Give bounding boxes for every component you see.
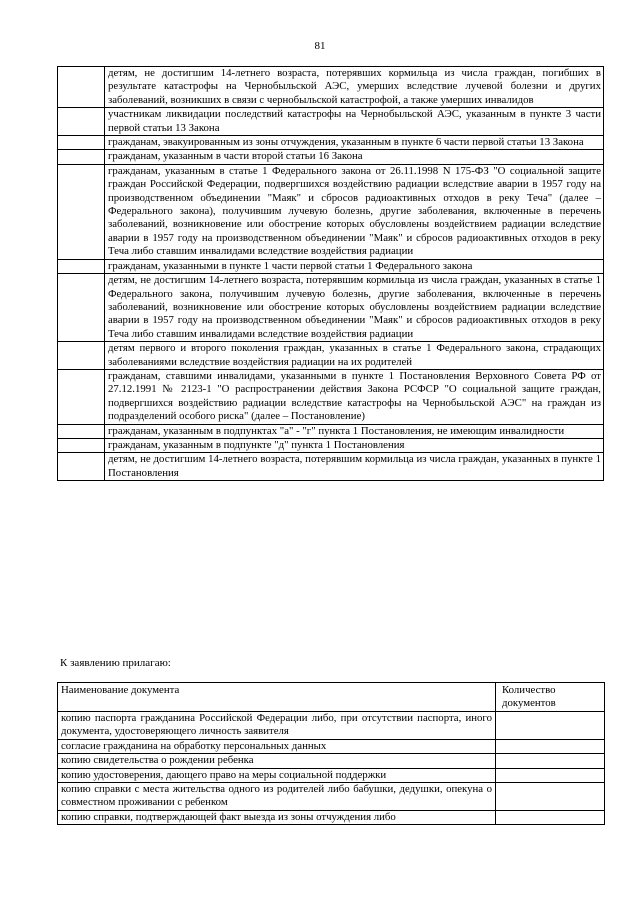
category-checkbox-cell[interactable]	[58, 67, 105, 108]
document-count-cell[interactable]	[496, 783, 605, 811]
category-checkbox-cell[interactable]	[58, 342, 105, 370]
category-row	[58, 453, 604, 481]
category-text: гражданам, эвакуированным из зоны отчуждения, указанным в пункте 6 части первой статьи 13 Закона	[105, 136, 604, 150]
document-count-cell[interactable]	[496, 768, 605, 782]
attachments-intro: К заявлению прилагаю:	[60, 657, 171, 669]
documents-header-row	[58, 683, 605, 712]
document-row	[58, 739, 605, 753]
category-row	[58, 164, 604, 259]
category-row	[58, 136, 604, 150]
category-checkbox-cell[interactable]	[58, 424, 105, 438]
category-row	[58, 259, 604, 273]
category-text: гражданам, указанным в подпункте "д" пункта 1 Постановления	[105, 438, 604, 452]
category-row	[58, 67, 604, 108]
category-row	[58, 342, 604, 370]
header-document-name: Наименование документа	[58, 683, 496, 712]
document-name: копию справки с места жительства одного из родителей либо бабушки, дедушки, опекуна о совместном проживании с ребенком	[58, 783, 496, 811]
document-count-cell[interactable]	[496, 810, 605, 824]
document-count-cell[interactable]	[496, 739, 605, 753]
category-text: детям, не достигшим 14-летнего возраста, потерявшим кормильца из числа граждан, указанных в статье 1 Федерального закона, получившим лучевую болезнь, другие заболевания, включенные в перечень заболеваний, возникновение или обострение которых обусловлены воздействием радиации вследствие аварии в 1957 году на производственном объединении "Маяк" и сбросов радиоактивных отходов в реку Теча либо ставшим инвалидами вследствие воздействия радиации	[105, 274, 604, 342]
document-row	[58, 712, 605, 740]
documents-table	[57, 682, 605, 825]
category-checkbox-cell[interactable]	[58, 164, 105, 259]
category-text: гражданам, ставшими инвалидами, указанными в пункте 1 Постановления Верховного Совета РФ от 27.12.1991 № 2123-1 "О распространении действия Закона РСФСР "О социальной защите граждан, подвергшихся воздействию радиации вследствие катастрофы на Чернобыльской АЭС" на граждан из подразделений особого риска" (далее – Постановление)	[105, 369, 604, 424]
document-name: копию справки, подтверждающей факт выезда из зоны отчуждения либо	[58, 810, 496, 824]
document-name: копию свидетельства о рождении ребенка	[58, 754, 496, 768]
category-row	[58, 369, 604, 424]
document-count-cell[interactable]	[496, 712, 605, 740]
document-row	[58, 754, 605, 768]
page-number: 81	[314, 40, 326, 52]
category-checkbox-cell[interactable]	[58, 108, 105, 136]
header-document-count: Количество документов	[496, 683, 605, 712]
category-row	[58, 274, 604, 342]
category-row	[58, 424, 604, 438]
category-row	[58, 438, 604, 452]
category-row	[58, 108, 604, 136]
category-checkbox-cell[interactable]	[58, 136, 105, 150]
category-checkbox-cell[interactable]	[58, 259, 105, 273]
category-text: участникам ликвидации последствий катастрофы на Чернобыльской АЭС, указанным в пункте 3 части первой статьи 13 Закона	[105, 108, 604, 136]
document-name: копию удостоверения, дающего право на меры социальной поддержки	[58, 768, 496, 782]
document-row	[58, 810, 605, 824]
category-checkbox-cell[interactable]	[58, 150, 105, 164]
category-text: детям, не достигшим 14-летнего возраста, потерявших кормильца из числа граждан, погибших в результате катастрофы на Чернобыльской АЭС, умерших вследствие лучевой болезни и других заболеваний, возникших в связи с чернобыльской катастрофой, а также умерших инвалидов	[105, 67, 604, 108]
category-checkbox-cell[interactable]	[58, 438, 105, 452]
category-text: гражданам, указанным в статье 1 Федерального закона от 26.11.1998 N 175-ФЗ "О социальной защите граждан Российской Федерации, подвергшихся воздействию радиации вследствие аварии в 1957 году на производственном объединении "Маяк" и сбросов радиоактивных отходов в реку Теча" (далее – Федерального закона), получившим лучевую болезнь, другие заболевания, включенные в перечень заболеваний, возникновение или обострение которых обусловлены воздействием радиации вследствие аварии в 1957 году на производственном объединении "Маяк" и сбросов радиоактивных отходов в реку Теча либо ставшим инвалидами вследствие воздействия радиации	[105, 164, 604, 259]
category-checkbox-cell[interactable]	[58, 369, 105, 424]
document-name: копию паспорта гражданина Российской Федерации либо, при отсутствии паспорта, иного документа, удостоверяющего личность заявителя	[58, 712, 496, 740]
category-text: гражданам, указанными в пункте 1 части первой статьи 1 Федерального закона	[105, 259, 604, 273]
category-checkbox-cell[interactable]	[58, 274, 105, 342]
category-text: гражданам, указанным в подпунктах "а" - "г" пункта 1 Постановления, не имеющим инвалидности	[105, 424, 604, 438]
category-text: детям первого и второго поколения граждан, указанных в статье 1 Федерального закона, страдающих заболеваниями вследствие воздействия радиации на их родителей	[105, 342, 604, 370]
category-checkbox-cell[interactable]	[58, 453, 105, 481]
category-text: гражданам, указанным в части второй статьи 16 Закона	[105, 150, 604, 164]
category-row	[58, 150, 604, 164]
category-text: детям, не достигшим 14-летнего возраста, потерявшим кормильца из числа граждан, указанных в пункте 1 Постановления	[105, 453, 604, 481]
document-row	[58, 783, 605, 811]
categories-table	[57, 66, 604, 481]
document-name: согласие гражданина на обработку персональных данных	[58, 739, 496, 753]
document-row	[58, 768, 605, 782]
document-count-cell[interactable]	[496, 754, 605, 768]
